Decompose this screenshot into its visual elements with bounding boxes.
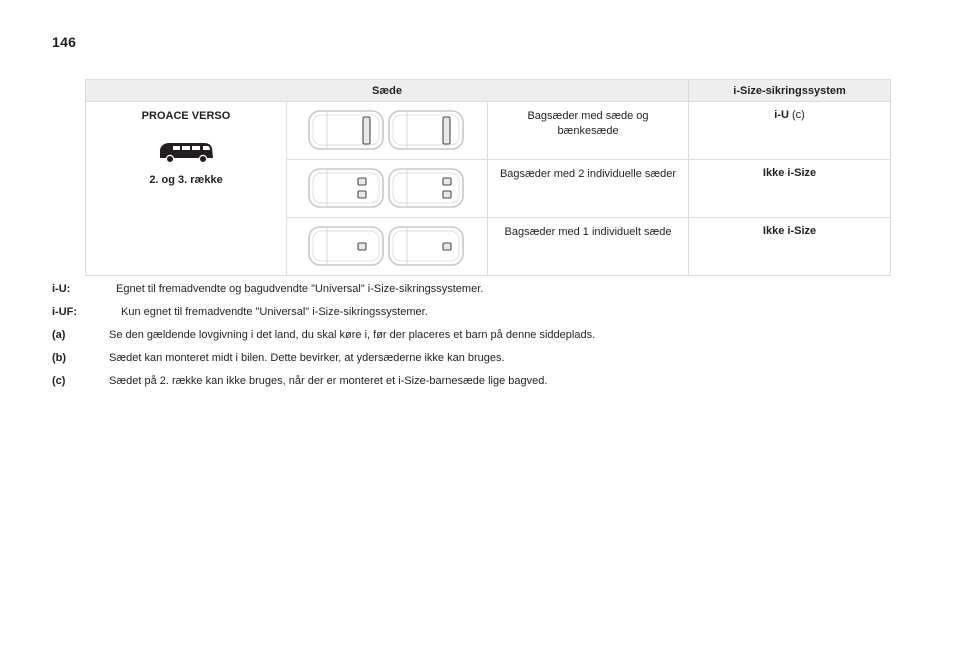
table-row [86, 102, 891, 160]
bench-seat-icon [443, 117, 450, 144]
car-outline-icon [309, 111, 383, 149]
individual-seat-icon [358, 178, 366, 185]
footnote [52, 374, 912, 397]
car-outline-icon [309, 227, 383, 265]
footnote-text: Se den gældende lovgivning i det land, du skal køre i, før der placeres et barn på denne siddeplads. [109, 329, 596, 341]
seat-layout-diagram [307, 224, 467, 270]
footnote-key: i-UF: [52, 306, 78, 318]
seat-diagram-cell [287, 218, 488, 276]
individual-seat-icon [443, 243, 451, 250]
page-number: 146 [52, 34, 77, 50]
car-outline-icon [389, 169, 463, 207]
model-cell [86, 102, 287, 276]
car-outline-icon [389, 111, 463, 149]
footnote [52, 328, 912, 351]
system-code: Ikke i-Size [762, 225, 817, 237]
footnote-text: Kun egnet til fremadvendte "Universal" i-Size-sikringssystemer. [121, 306, 428, 318]
footnote [52, 351, 912, 374]
individual-seat-icon [358, 191, 366, 198]
model-name: PROACE VERSO [141, 110, 231, 122]
seat-layout-diagram [307, 108, 467, 154]
seat-diagram-cell [287, 102, 488, 160]
seat-layout-diagram [307, 166, 467, 212]
footnotes [52, 282, 912, 397]
system-code: Ikke i-Size [762, 167, 817, 179]
footnote [52, 282, 912, 305]
car-outline-icon [389, 227, 463, 265]
header-seat: Sæde [86, 80, 689, 102]
footnote [52, 305, 912, 328]
footnote-key: (a) [52, 329, 66, 341]
header-system: i-Size-sikringssystem [689, 80, 891, 102]
row-system [689, 102, 891, 160]
row-system [689, 218, 891, 276]
bench-seat-icon [363, 117, 370, 144]
row-system [689, 160, 891, 218]
table-header-row [86, 80, 891, 102]
footnote-text: Sædet kan monteret midt i bilen. Dette bevirker, at ydersæderne ikke kan bruges. [109, 352, 505, 364]
row-description: Bagsæder med 1 individuelt sæde [488, 218, 689, 276]
footnote-text: Egnet til fremadvendte og bagudvendte "Universal" i-Size-sikringssystemer. [116, 283, 484, 295]
footnote-key: (b) [52, 352, 67, 364]
individual-seat-icon [358, 243, 366, 250]
individual-seat-icon [443, 191, 451, 198]
system-suffix: (c) [788, 109, 805, 121]
system-code: i-U [774, 109, 789, 121]
row-description: Bagsæder med sæde og bænkesæde [488, 102, 689, 160]
model-rows-label: 2. og 3. række [149, 174, 223, 186]
seat-compatibility-table [85, 79, 891, 276]
car-outline-icon [309, 169, 383, 207]
seat-diagram-cell [287, 160, 488, 218]
van-icon [157, 140, 215, 164]
footnote-key: (c) [52, 375, 66, 387]
row-description: Bagsæder med 2 individuelle sæder [488, 160, 689, 218]
footnote-text: Sædet på 2. række kan ikke bruges, når der er monteret et i-Size-barnesæde lige bagved. [109, 375, 548, 387]
footnote-key: i-U: [52, 283, 71, 295]
individual-seat-icon [443, 178, 451, 185]
